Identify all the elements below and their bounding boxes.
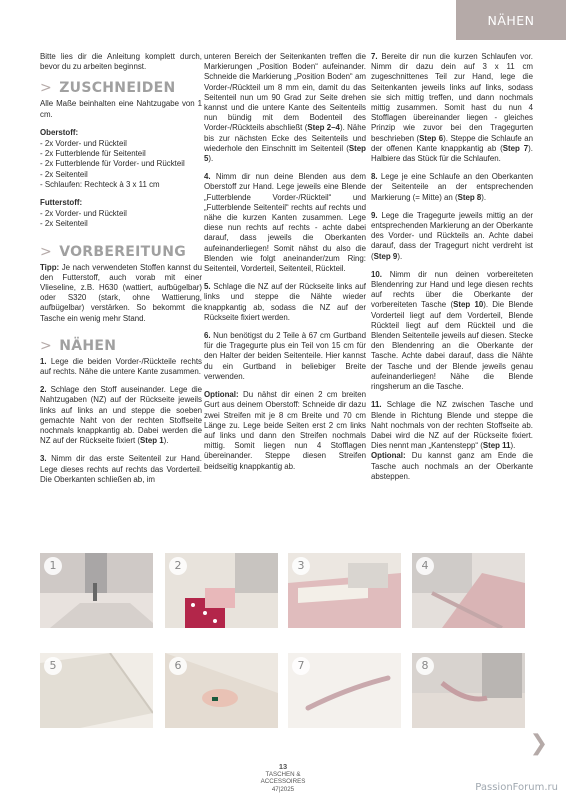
futterstoff-label: Futterstoff:	[40, 198, 83, 208]
heading-vorbereitung: > VORBEREITUNG	[40, 243, 187, 260]
step-photo-3: 3	[288, 553, 401, 628]
zuschneiden-note: Alle Maße beinhalten eine Nahtzugabe von 1 cm.	[40, 99, 202, 119]
chevron-icon: >	[40, 80, 53, 97]
step-photo-2: 2	[165, 553, 278, 628]
list-item: - 2x Seitenteil	[40, 219, 88, 229]
step-2: 2. Schlage den Stoff auseinander. Lege die Nahtzugaben (NZ) auf der Rückseite jeweils links auf links an und steppe die soeben gemachte Naht von der rechten Stoffseite nochmals knappkantig ab. Dabei werden die NZ auf der Rückseite fixiert (Step 1).	[40, 385, 202, 446]
optional-note: Optional: Du nähst dir einen 2 cm breiten Gurt aus deinem Oberstoff: Schneide dir dazu zwei Streifen mit je 8 cm Breite und 70 cm Länge zu. Lege beide Seiten erst 2 cm links auf links und dann den Streifen nochmals mittig. Somit liegen nun 4 Stofflagen übereinander. Steppe diesen Streifen beidseitig knappkantig ab.	[204, 390, 366, 471]
step-5: 5. Schlage die NZ auf der Rückseite links auf links und steppe die Nähte wieder knappkantig ab, sodass die NZ auf der Rückseite fixiert werden.	[204, 282, 366, 322]
magazine-name-line2: ACCESSOIRES	[260, 778, 306, 785]
heading-zuschneiden: > ZUSCHNEIDEN	[40, 80, 176, 97]
oberstoff-list	[40, 139, 202, 190]
next-page-arrow-icon: ❯	[529, 731, 548, 756]
step-photo-7: 7	[288, 653, 401, 728]
issue-number: 47|2025	[271, 785, 295, 793]
list-item: - 2x Futterblende für Vorder- und Rückteil	[40, 159, 185, 169]
step-6: 6. Nun benötigst du 2 Teile à 67 cm Gurtband für die Tragegurte plus ein Teil von 15 cm für den Halter der beiden Seitenteile. Hier kannst du ein Gurtband in beliebiger Breite verwenden.	[204, 331, 366, 381]
step-1: 1. Lege die beiden Vorder-/Rückteile rechts auf rechts. Nähe die untere Kante zusammen.	[40, 356, 202, 377]
page-number: 13	[278, 762, 288, 771]
step-photo-1: 1	[40, 553, 153, 628]
step-photo-5: 5	[40, 653, 153, 728]
list-item: - 2x Seitenteil	[40, 169, 88, 179]
list-item: - 2x Vorder- und Rückteil	[40, 209, 127, 219]
step-photo-8: 8	[412, 653, 525, 728]
column-3	[371, 52, 533, 490]
intro-text: Bitte lies dir die Anleitung komplett durch, bevor du zu arbeiten beginnst.	[40, 52, 202, 72]
step-4: 4. Nimm dir nun deine Blenden aus dem Oberstoff zur Hand. Lege jeweils eine Blende „Futterblende Vorder-/Rückteil“ und „Futterblende Seitenteil“ rechts auf rechts und nähe die kurzen Kanten zusammen. Lege diese nun rechts auf rechts - achte dabei darauf, dass jeweils die Oberkanten aufeinanderliegen! Somit nähst du also die Blenden wie folgt aneinander/zum Ring: Seitenteil, Vorderteil, Seitenteil, Rückteil.	[204, 172, 366, 274]
futterstoff-list	[40, 209, 202, 229]
chevron-icon: >	[40, 337, 53, 354]
column-2	[204, 52, 366, 480]
section-tab: NÄHEN	[456, 0, 566, 40]
magazine-name-line1: TASCHEN &	[265, 770, 301, 778]
oberstoff-label: Oberstoff:	[40, 127, 79, 137]
column-1	[40, 52, 202, 493]
chevron-icon: >	[40, 243, 53, 260]
step-10: 10. Nimm dir nun deinen vorbereiteten Blendenring zur Hand und lege diesen rechts auf rechts über die Oberkante der vorbereiteten Tasche (Step 10). Die Blende Vorderteil liegt auf dem Vorderteil, Blende Rückteil liegt auf dem Rückteil und die Blenden Seitenteile jeweils auf diesen. Stecke den Blendenring an die Oberkante der Tasche. Achte dabei darauf, dass die Nähte der Tasche und der Blende jeweils genau aufeinanderliegen! Nähe die Blende ringsherum an die Tasche.	[371, 269, 533, 392]
list-item: - 2x Futterblende für Seitenteil	[40, 149, 146, 159]
tipp-paragraph: Tipp: Je nach verwendeten Stoffen kannst du den Futterstoff, auch vorab mit einer Vlieseline, z.B. H630 (wattiert, aufbügelbar) oder S320 (stark, ohne Wattierung, aufbügelbar) verstärken. So bekommt die Tasche ein wenig mehr Stand.	[40, 262, 202, 323]
step-photo-6: 6	[165, 653, 278, 728]
step-11: 11. Schlage die NZ zwischen Tasche und Blende in Richtung Blende und steppe die Naht nochmals von der rechten Stoffseite ab. Dabei wird die NZ auf der Rückseite fixiert. Dies nennt man „Kantenstepp“ (Step 11). Optional: Du kannst ganz am Ende die Tasche auch nochmals an der Oberkante absteppen.	[371, 400, 533, 481]
list-item: - 2x Vorder- und Rückteil	[40, 139, 127, 149]
step-7: 7. Bereite dir nun die kurzen Schlaufen vor. Nimm dir dazu dein auf 3 x 11 cm zugeschnittenes Teil zur Hand, lege die Seitenkanten jeweils links auf links, sodass sie sich mittig treffen, und dann nochmals mittig zusammen. Somit hast du nun 4 Stofflagen übereinander liegen - gleiches Prinzip wie zuvor bei den Tragegurten beschrieben (Step 6). Steppe die Schlaufe an der offenen Kante knappkantig ab (Step 7). Halbiere das Stück für die Schlaufen.	[371, 52, 533, 164]
step-3-continued: unteren Bereich der Seitenkanten treffen die Markierungen „Position Boden“ aufeinander. Schneide die Markierung „Position Boden“ am Vorder-/Rückteil um 8 mm ein, damit du das Seitenteil nun um 90 Grad zur Seite drehen kannst und die untere Kante des Seitenteils nun bündig mit dem Bodenteil des Vorder-/Rückteils abschließt (Step 2–4). Nähe bis zur nächsten Ecke des Seitenteils und wiederhole den Einschnitt im Seitenteil (Step 5).	[204, 52, 366, 164]
watermark: PassionForum.ru	[475, 782, 558, 793]
step-photo-4: 4	[412, 553, 525, 628]
list-item: - Schlaufen: Rechteck à 3 x 11 cm	[40, 179, 160, 189]
heading-naehen: > NÄHEN	[40, 337, 117, 354]
step-8: 8. Lege je eine Schlaufe an den Oberkanten der Seitenteile an der entsprechenden Markierung (= Mitte) an (Step 8).	[371, 172, 533, 202]
step-9: 9. Lege die Tragegurte jeweils mittig an der entsprechenden Markierung an der Oberkante des Vorder- und Rückteils an. Achte dabei darauf, dass der Tragegurt nicht verdreht ist (Step 9).	[371, 210, 533, 261]
step-3: 3. Nimm dir das erste Seitenteil zur Hand. Lege dieses rechts auf rechts das Vorderteil. Die Oberkanten schließen ab, im	[40, 454, 202, 484]
